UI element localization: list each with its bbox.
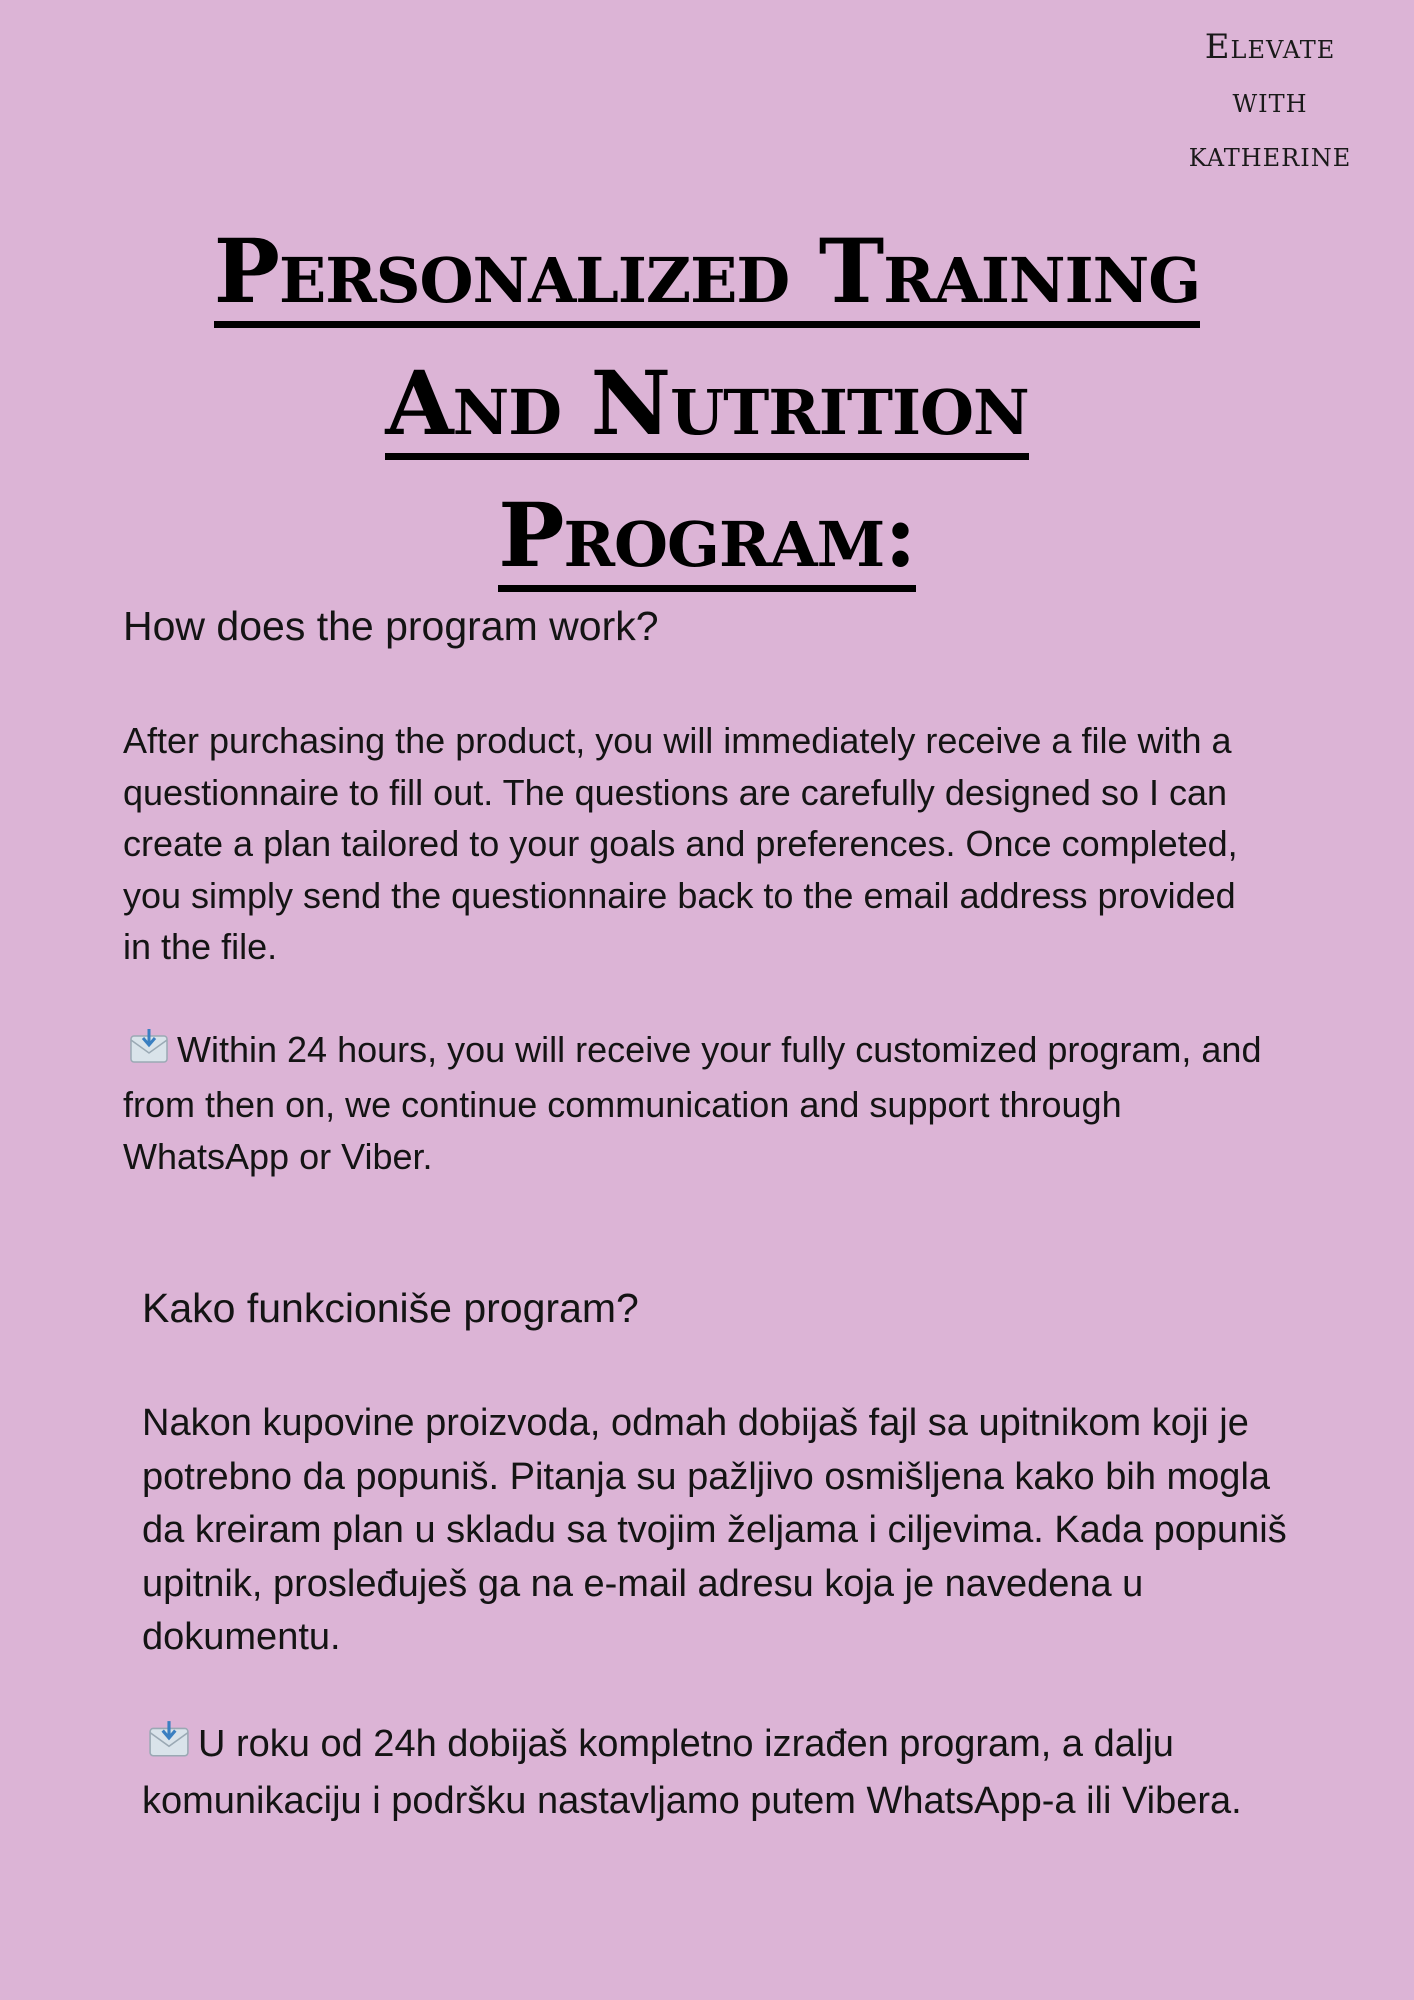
brand-line-1: Elevate — [1204, 27, 1336, 67]
serbian-paragraph-2-text: U roku od 24h dobijaš kompletno izrađen program, a dalju komunikaciju i podršku nastavljamo putem WhatsApp-a ili Vibera. — [142, 1722, 1242, 1822]
english-paragraph-2-text: Within 24 hours, you will receive your fully customized program, and from then on, we continue communication and support through WhatsApp or Viber. — [123, 1028, 1262, 1177]
english-paragraph-1: After purchasing the product, you will immediately receive a file with a questionnaire to fill out. The questions are carefully designed so I can create a plan tailored to your goals and preferences. Once completed, you simply send the questionnaire back to the email address provided in the file. — [123, 720, 1238, 967]
incoming-envelope-icon — [148, 1720, 190, 1776]
serbian-heading: Kako funkcioniše program? — [142, 1285, 639, 1331]
brand-line-3: katherine — [1188, 135, 1352, 175]
page-title — [90, 205, 1324, 601]
serbian-section — [142, 1282, 1292, 1829]
title-line-3: Program: — [498, 485, 915, 592]
brand-line-2: with — [1232, 81, 1308, 121]
serbian-paragraph-2 — [142, 1718, 1292, 1829]
serbian-paragraph-1: Nakon kupovine proizvoda, odmah dobijaš fajl sa upitnikom koji je potrebno da popuniš. Pitanja su pažljivo osmišljena kako bih mogla da kreiram plan u skladu sa tvojim željama i ciljevima. Kada popuniš upitnik, prosleđuješ ga na e-mail adresu koja je navedena u dokumentu. — [142, 1402, 1287, 1658]
brand-logo-text — [1110, 20, 1414, 182]
english-paragraph-2 — [123, 1024, 1273, 1183]
english-heading: How does the program work? — [123, 603, 659, 649]
english-section — [123, 600, 1273, 1182]
title-line-2: And Nutrition — [385, 353, 1028, 460]
incoming-envelope-icon — [129, 1028, 169, 1080]
title-line-1: Personalized Training — [214, 221, 1200, 328]
